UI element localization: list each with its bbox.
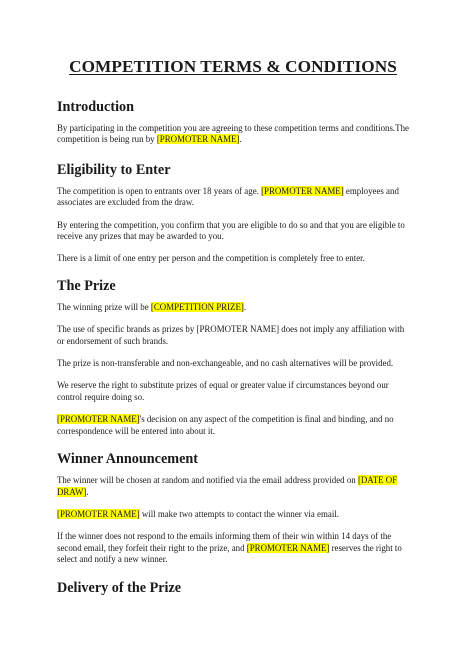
section-prize: [57, 277, 409, 437]
paragraph-text-end: .: [239, 134, 242, 145]
paragraph-text: The winner will be chosen at random and notified via the email address provided on: [57, 475, 358, 486]
heading-introduction: Introduction: [57, 99, 134, 115]
winner-paragraph-3: [57, 531, 409, 565]
paragraph-text-end: .: [86, 486, 89, 497]
document-title: COMPETITION TERMS & CONDITIONS: [69, 57, 397, 76]
paragraph-text: The winning prize will be: [57, 301, 151, 312]
eligibility-paragraph-1: [57, 186, 409, 209]
paragraph-text-end: .: [243, 301, 247, 312]
paragraph-text: The competition is open to entrants over 18 years of age.: [57, 185, 262, 196]
prize-paragraph-3: The prize is non-transferable and non-exchangeable, and no cash alternatives will be provided.: [57, 358, 394, 369]
placeholder-promoter-name: [PROMOTER NAME]: [246, 542, 330, 553]
placeholder-promoter-name: [PROMOTER NAME]: [57, 508, 140, 519]
section-eligibility: [57, 161, 409, 265]
winner-paragraph-2: [57, 509, 409, 520]
heading-prize: The Prize: [57, 277, 116, 294]
eligibility-paragraph-3: There is a limit of one entry per person and the competition is completely free to enter.: [57, 253, 365, 264]
placeholder-promoter-name: [PROMOTER NAME]: [156, 134, 240, 145]
section-winner-announcement: [57, 450, 409, 565]
winner-paragraph-1: [57, 475, 409, 498]
placeholder-competition-prize: [COMPETITION PRIZE]: [150, 301, 244, 312]
heading-eligibility: Eligibility to Enter: [57, 161, 171, 178]
paragraph-text-end: employees and associates are excluded from the draw.: [57, 185, 399, 208]
eligibility-paragraph-2: By entering the competition, you confirm that you are eligible to do so and that you are eligible to receive any prizes that may be awarded to you.: [57, 219, 405, 242]
paragraph-text-end: reserves the right to select and notify a new winner.: [57, 542, 402, 565]
prize-paragraph-5: [57, 414, 409, 437]
prize-paragraph-2: The use of specific brands as prizes by [PROMOTER NAME] does not imply any affiliation with or endorsement of such brands.: [57, 324, 405, 346]
heading-winner-announcement: Winner Announcement: [57, 451, 198, 468]
placeholder-date-of-draw: [DATE OF DRAW]: [57, 475, 398, 497]
placeholder-promoter-name: [PROMOTER NAME]: [57, 414, 140, 425]
paragraph-text-end: will make two attempts to contact the winner via email.: [139, 508, 339, 519]
paragraph-text: By participating in the competition you are agreeing to these competition terms and conditions.The competition is being run by: [57, 123, 409, 145]
heading-delivery: Delivery of the Prize: [57, 579, 182, 596]
prize-paragraph-1: [57, 302, 409, 313]
section-introduction: [57, 98, 409, 146]
paragraph-text-end: 's decision on any aspect of the competition is final and binding, and no correspondence will be entered into about it.: [57, 414, 394, 436]
section-delivery: [57, 579, 409, 597]
paragraph-text: If the winner does not respond to the emails informing them of their win within 14 days of the second email, they forfeit their right to the prize, and: [57, 531, 392, 553]
prize-paragraph-4: We reserve the right to substitute prizes of equal or greater value if circumstances beyond our control require doing so.: [57, 380, 389, 402]
introduction-paragraph-1: [57, 123, 409, 146]
placeholder-promoter-name: [PROMOTER NAME]: [261, 185, 344, 196]
